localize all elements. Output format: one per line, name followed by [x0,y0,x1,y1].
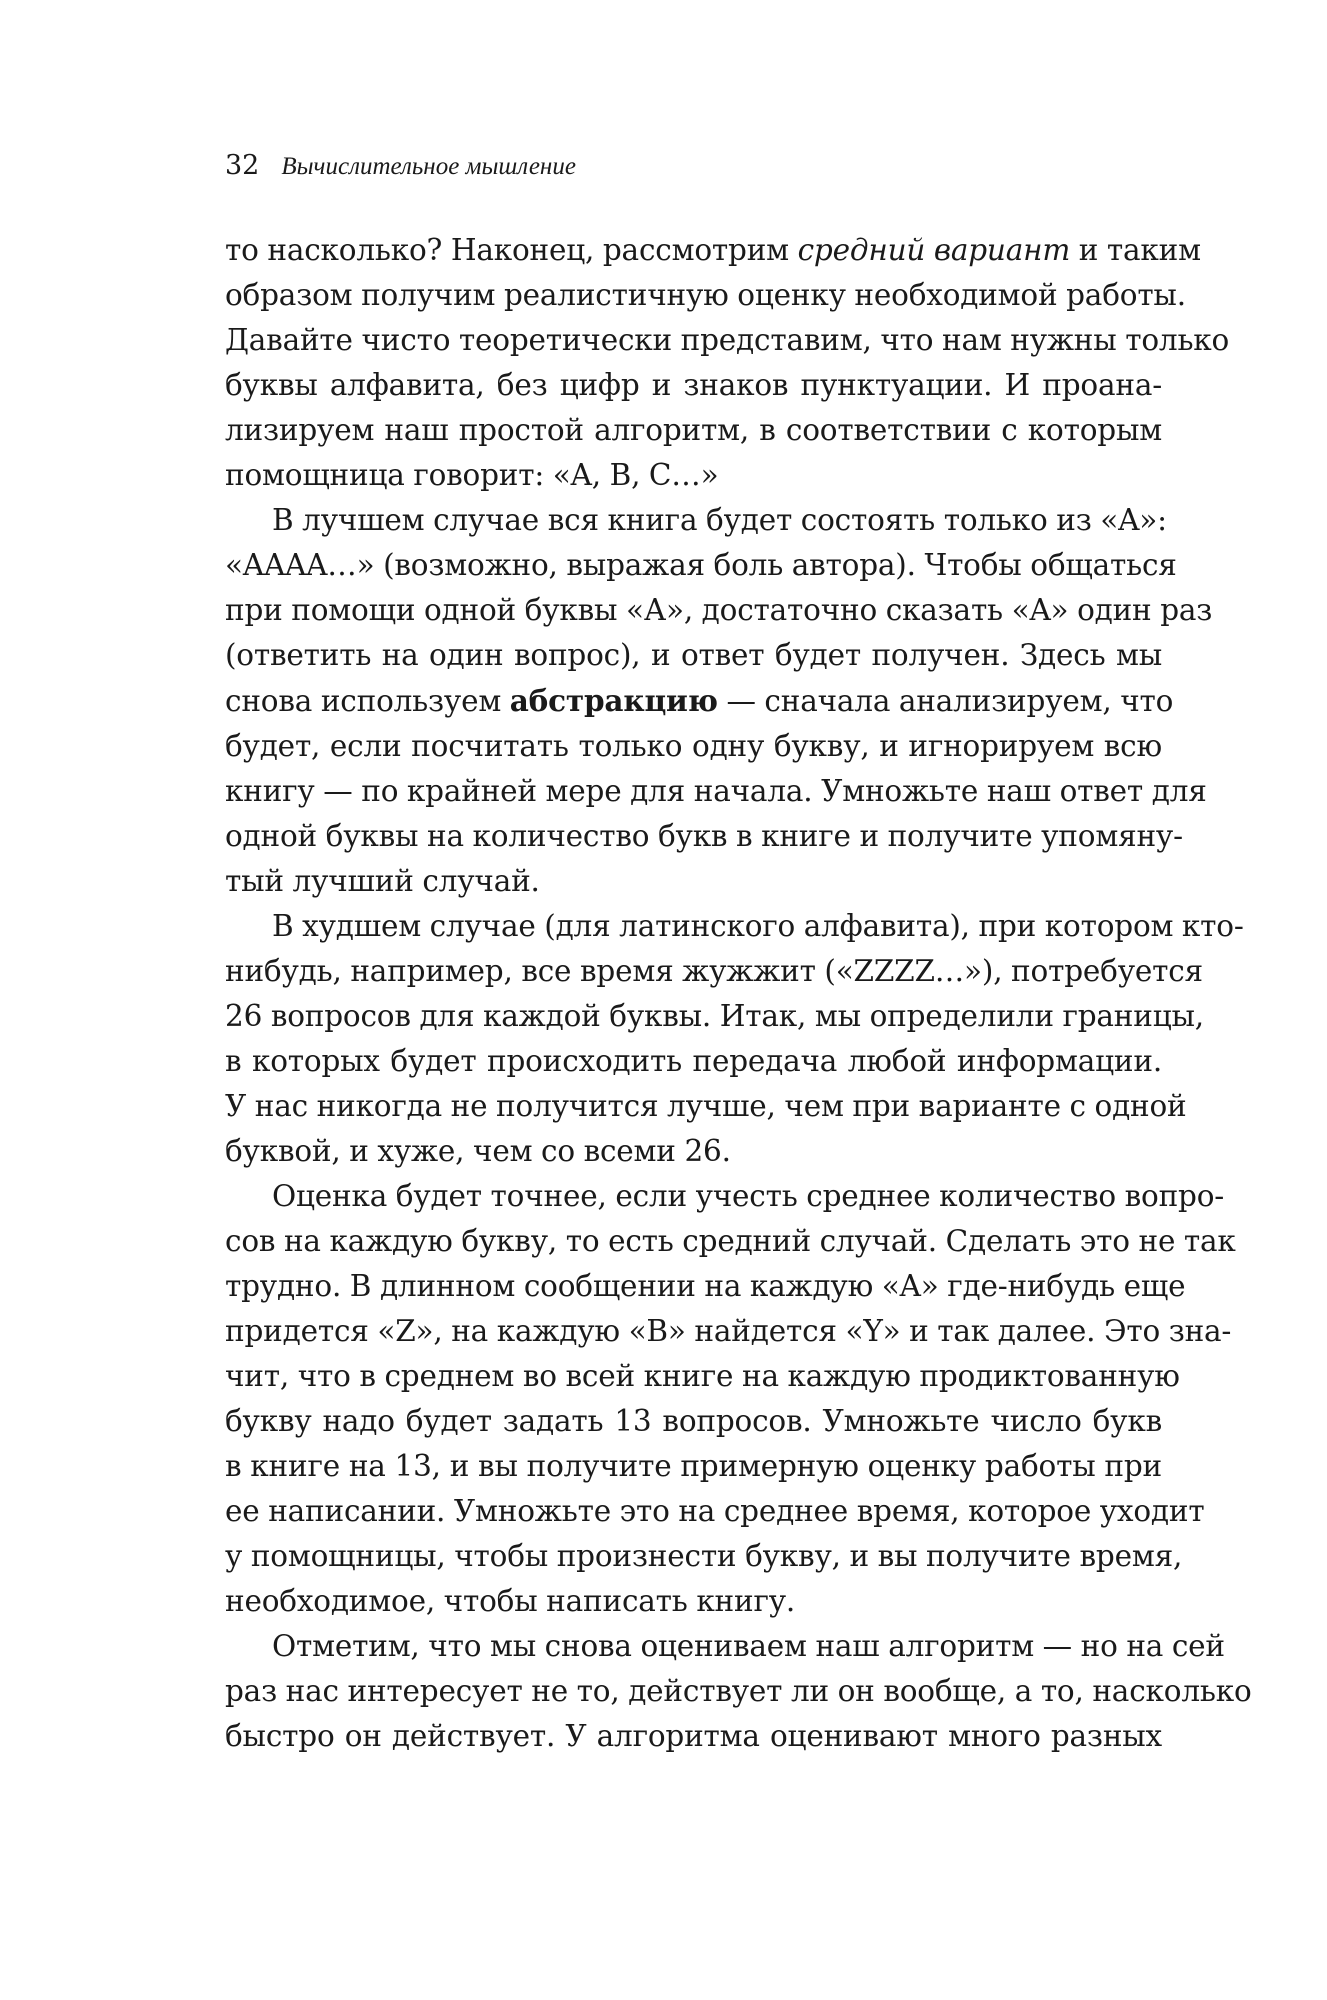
text-line [225,1624,1225,1669]
text-line [225,1669,1252,1714]
text-run: ее написании. Умножьте это на среднее время, которое уходит [225,1494,1205,1528]
text-line [225,859,1162,904]
text-run: Оценка будет точнее, если учесть среднее количество вопро- [272,1179,1225,1213]
text-line [225,1399,1162,1444]
text-run: книгу — по крайней мере для начала. Умножьте наш ответ для [225,774,1207,808]
text-line [225,769,1207,814]
text-line [225,1534,1183,1579]
text-line [225,1489,1205,1534]
text-run: чит, что в среднем во всей книге на каждую продиктованную [225,1359,1180,1393]
text-run: образом получим реалистичную оценку необходимой работы. [225,278,1186,312]
text-run: тый лучший случай. [225,864,540,898]
text-run: 26 вопросов для каждой буквы. Итак, мы определили границы, [225,999,1204,1033]
paragraph [225,498,1213,904]
text-line [225,1309,1232,1354]
paragraph [225,904,1244,1174]
text-run: и таким [1070,233,1201,267]
text-run: сов на каждую букву, то есть средний случай. Сделать это не так [225,1224,1236,1258]
text-line [225,1174,1225,1219]
italic-run: средний вариант [797,233,1071,267]
paragraph [225,1174,1236,1624]
text-line [225,904,1244,949]
text-run: Отметим, что мы снова оцениваем наш алгоритм — но на сей [272,1629,1225,1663]
text-run: при помощи одной буквы «А», достаточно сказать «A» один раз [225,593,1213,627]
text-line [225,814,1183,859]
text-run: лизируем наш простой алгоритм, в соответствии с которым [225,413,1162,447]
text-line [225,408,1162,453]
text-line [225,1354,1180,1399]
text-run: раз нас интересует не то, действует ли он вообще, а то, насколько [225,1674,1252,1708]
text-run: Давайте чисто теоретически представим, что нам нужны только [225,323,1230,357]
text-line [225,1264,1186,1309]
text-run: буквы алфавита, без цифр и знаков пунктуации. И проана- [225,368,1162,402]
text-line [225,363,1162,408]
text-run: В лучшем случае вся книга будет состоять только из «A»: [272,503,1167,537]
text-run: буквой, и хуже, чем со всеми 26. [225,1134,731,1168]
text-run: (ответить на один вопрос), и ответ будет получен. Здесь мы [225,638,1162,672]
paragraph [225,1624,1252,1759]
text-run: в книге на 13, и вы получите примерную оценку работы при [225,1449,1162,1483]
text-run: у помощницы, чтобы произнести букву, и вы получите время, [225,1539,1183,1573]
text-run: в которых будет происходить передача любой информации. [225,1044,1162,1078]
text-line [225,994,1204,1039]
text-run: У нас никогда не получится лучше, чем при варианте с одной [225,1089,1187,1123]
running-head [225,150,576,192]
text-run: — сначала анализируем, что [717,684,1174,718]
text-line [225,1039,1162,1084]
text-line [225,498,1167,543]
text-line [225,588,1213,633]
body-text [225,228,1252,1759]
text-run: будет, если посчитать только одну букву, и игнорируем всю [225,729,1162,763]
text-line [225,633,1162,678]
paragraph [225,228,1230,498]
text-run: букву надо будет задать 13 вопросов. Умножьте число букв [225,1404,1162,1438]
text-run: трудно. В длинном сообщении на каждую «A» где-нибудь еще [225,1269,1186,1303]
text-run: быстро он действует. У алгоритма оценивают много разных [225,1719,1162,1753]
text-run: помощница говорит: «A, B, C…» [225,458,719,492]
text-run: «AAAA…» (возможно, выражая боль автора). Чтобы общаться [225,548,1177,582]
text-line [225,724,1162,769]
bold-term: абстракцию [509,683,718,718]
text-line [225,1129,1162,1174]
text-run: то насколько? Наконец, рассмотрим [225,233,798,267]
text-line [225,273,1186,318]
page-number: 32 [225,150,260,181]
text-run: нибудь, например, все время жужжит («ZZZZ…»), потребуется [225,954,1203,988]
text-line [225,678,1174,724]
text-run: необходимое, чтобы написать книгу. [225,1584,796,1618]
text-line [225,1084,1187,1129]
text-line [225,228,1201,273]
book-title: Вычислительное мышление [281,153,576,180]
text-line [225,1219,1236,1264]
text-line [225,1444,1162,1489]
text-line [225,543,1177,588]
text-line [225,453,1162,498]
text-line [225,949,1203,994]
text-line [225,1714,1162,1759]
text-line [225,318,1230,363]
text-run: придется «Z», на каждую «B» найдется «Y» и так далее. Это зна- [225,1314,1232,1348]
text-run: снова используем [225,684,510,718]
text-line [225,1579,1162,1624]
text-run: В худшем случае (для латинского алфавита), при котором кто- [272,909,1244,943]
text-run: одной буквы на количество букв в книге и получите упомяну- [225,819,1183,853]
